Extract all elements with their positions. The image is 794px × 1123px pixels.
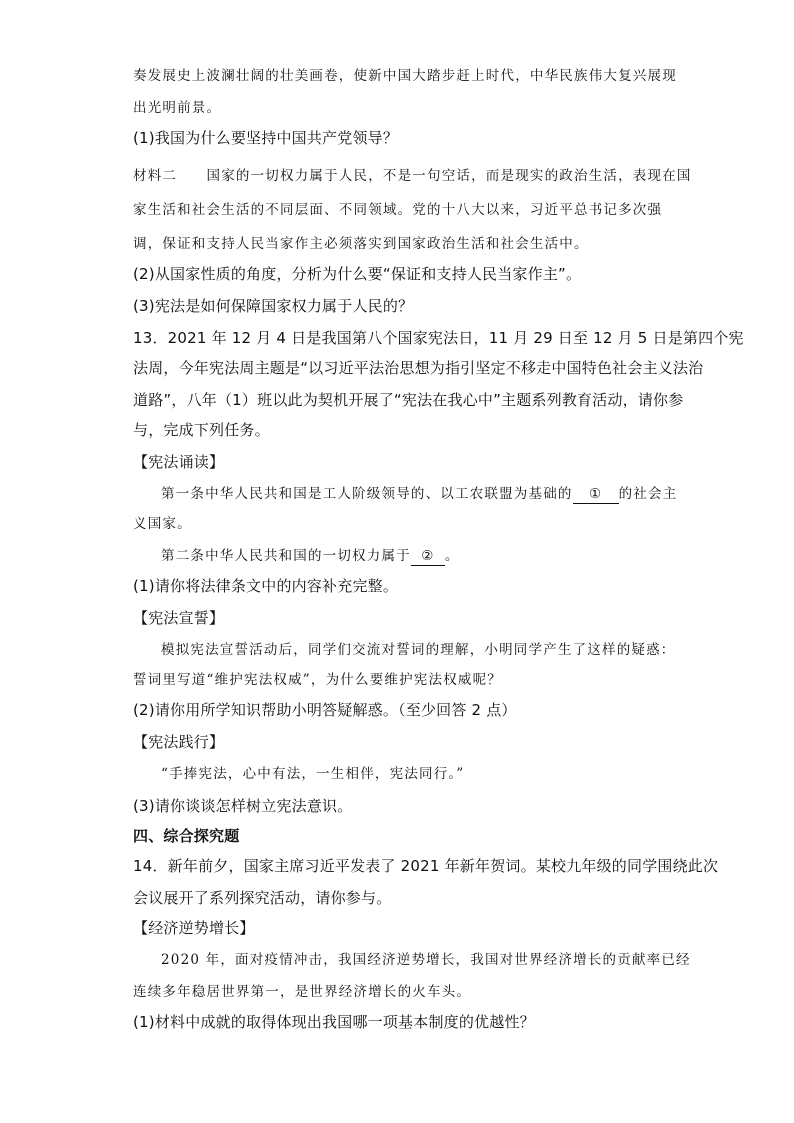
oath-line2: 誓词里写道“维护宪法权威”，为什么要维护宪法权威呢？ bbox=[133, 672, 503, 688]
material2-line1: 材料二 国家的一切权力属于人民，不是一句空话，而是现实的政治生活，表现在国 bbox=[133, 168, 692, 184]
question-14-line1: 14．新年前夕，国家主席习近平发表了 2021 年新年贺词。某校九年级的同学围绕此次 bbox=[133, 857, 719, 875]
question-13-line4: 与，完成下列任务。 bbox=[133, 421, 270, 439]
oath-line1: 模拟宪法宣誓活动后，同学们交流对誓词的理解，小明同学产生了这样的疑惑： bbox=[161, 642, 676, 658]
question-12-2: (2)从国家性质的角度，分析为什么要“保证和支持人民当家作主”。 bbox=[133, 265, 582, 283]
economy-line1: 2020 年，面对疫情冲击，我国经济逆势增长，我国对世界经济增长的贡献率已经 bbox=[161, 952, 691, 968]
question-14-line2: 会议展开了系列探究活动，请你参与。 bbox=[133, 889, 392, 907]
article-2-line bbox=[161, 546, 460, 566]
question-12-3: (3)宪法是如何保障国家权力属于人民的？ bbox=[133, 297, 414, 315]
material1-continuation-line2: 出光明前景。 bbox=[133, 100, 222, 116]
question-12-1: (1)我国为什么要坚持中国共产党领导？ bbox=[133, 129, 399, 147]
question-13-3: (3)请你谈谈怎样树立宪法意识。 bbox=[133, 797, 353, 815]
question-13-line1: 13．2021 年 12 月 4 日是我国第八个国家宪法日，11 月 29 日至 12 月 5 日是第四个宪 bbox=[133, 329, 744, 347]
article-2-text: 第二条中华人民共和国的一切权力属于 bbox=[161, 548, 411, 564]
question-13-line2: 法周，今年宪法周主题是“以习近平法治思想为指引坚定不移走中国特色社会主义法治 bbox=[133, 359, 704, 377]
article-2-blank: ② bbox=[411, 548, 445, 566]
section-constitution-practice: 【宪法践行】 bbox=[133, 733, 225, 751]
question-13-2: (2)请你用所学知识帮助小明答疑解惑。（至少回答 2 点） bbox=[133, 701, 517, 719]
section-constitution-recite: 【宪法诵读】 bbox=[133, 453, 225, 471]
article-1-blank: ① bbox=[573, 486, 619, 504]
material2-line3: 调，保证和支持人民当家作主必须落实到国家政治生活和社会生活中。 bbox=[133, 236, 589, 252]
practice-quote: “手捧宪法，心中有法，一生相伴，宪法同行。” bbox=[161, 766, 465, 782]
article-2-text-after: 。 bbox=[444, 548, 460, 564]
question-14-1: (1)材料中成就的取得体现出我国哪一项基本制度的优越性？ bbox=[133, 1013, 535, 1031]
material1-continuation-line1: 奏发展史上波澜壮阔的壮美画卷，使新中国大踏步赶上时代，中华民族伟大复兴展现 bbox=[133, 68, 677, 84]
material2-line2: 家生活和社会生活的不同层面、不同领域。党的十八大以来，习近平总书记多次强 bbox=[133, 202, 663, 218]
article-1-text-after: 的社会主 bbox=[618, 486, 678, 502]
economy-line2: 连续多年稳居世界第一，是世界经济增长的火车头。 bbox=[133, 984, 472, 1000]
section-4-heading: 四、综合探究题 bbox=[133, 827, 240, 845]
article-1-line2: 义国家。 bbox=[133, 516, 192, 532]
section-constitution-oath: 【宪法宣誓】 bbox=[133, 609, 225, 627]
article-1-text: 第一条中华人民共和国是工人阶级领导的、以工农联盟为基础的 bbox=[161, 486, 573, 502]
section-economy-growth: 【经济逆势增长】 bbox=[133, 919, 255, 937]
article-1-line1 bbox=[161, 484, 677, 504]
question-13-1: (1)请你将法律条文中的内容补充完整。 bbox=[133, 577, 399, 595]
question-13-line3: 道路”，八年（1）班以此为契机开展了“宪法在我心中”主题系列教育活动，请你参 bbox=[133, 391, 684, 409]
